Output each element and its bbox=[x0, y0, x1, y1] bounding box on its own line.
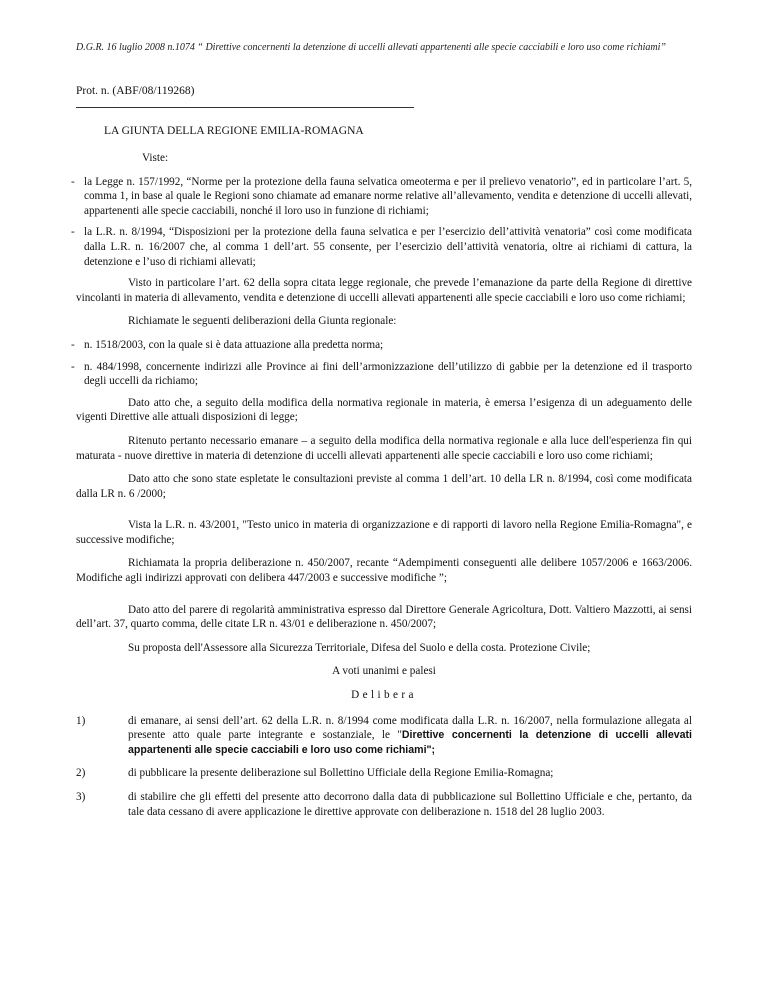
paragraph-proposta: Su proposta dell'Assessore alla Sicurezza Territoriale, Difesa del Suolo e della costa. Protezione Civile; bbox=[128, 641, 591, 654]
numbered-item bbox=[76, 766, 692, 781]
paragraph-consultazioni: Dato atto che sono state espletate le consultazioni previste al comma 1 dell’art. 10 della LR n. 8/1994, così come modificata dalla LR n. 6 /2000; bbox=[76, 473, 692, 500]
issuing-body: LA GIUNTA DELLA REGIONE EMILIA-ROMAGNA bbox=[104, 125, 364, 137]
list-item bbox=[71, 360, 692, 389]
paragraph-richiamata: Richiamata la propria deliberazione n. 450/2007, recante “Adempimenti conseguenti alle delibere 1057/2006 e 1663/2006. Modifiche agli indirizzi approvati con delibera 447/2003 e successive modifiche ”; bbox=[76, 557, 692, 585]
list-item-text: la Legge n. 157/1992, “Norme per la protezione della fauna selvatica omeoterma e per il prelievo venatorio”, ed in particolare l’art. 5, comma 1, in base al quale le Regioni sono chiamate ad emanare norme relative all’allevamento, vendita e detenzione di uccelli allevati, appartenenti alle specie cacciabili, nonché il loro uso in funzione di richiami; bbox=[84, 175, 692, 217]
paragraph-parere: Dato atto del parere di regolarità amministrativa espresso dal Direttore Generale Agricoltura, Dott. Valtiero Mazzotti, ai sensi dell’art. 37, quarto comma, delle citate LR n. 43/01 e deliberazione n. 450/2007; bbox=[76, 603, 692, 631]
item-text: di stabilire che gli effetti del presente atto decorrono dalla data di pubblicazione sul Bollettino Ufficiale e che, pertanto, da tale data cessano di avere applicazione le direttive approvate con deliberazione n. 1518 del 28 luglio 2003. bbox=[128, 791, 692, 818]
dash-marker: - bbox=[71, 338, 75, 351]
paragraph-richiamate: Richiamate le seguenti deliberazioni della Giunta regionale: bbox=[128, 315, 397, 328]
dash-marker: - bbox=[71, 360, 75, 373]
separator-line bbox=[76, 107, 414, 108]
dash-marker: - bbox=[71, 175, 75, 188]
vote-line: A voti unanimi e palesi bbox=[332, 665, 436, 678]
item-text-bold: Direttive concernenti la detenzione di uccelli allevati appartenenti alle specie cacciabili e loro uso come richiami"; bbox=[128, 729, 692, 756]
item-number: 3) bbox=[76, 791, 86, 803]
paragraph-dato-atto: Dato atto che, a seguito della modifica della normativa regionale in materia, è emersa l’esigenza di un adeguamento delle vigenti Direttive alle attuali disposizioni di legge; bbox=[76, 396, 692, 424]
item-number: 2) bbox=[76, 767, 86, 780]
item-text bbox=[128, 714, 692, 758]
viste-heading: Viste: bbox=[142, 152, 169, 164]
list-item bbox=[71, 225, 692, 269]
paragraph-vista: Vista la L.R. n. 43/2001, "Testo unico in materia di organizzazione e di rapporti di lavoro nella Regione Emilia-Romagna", e successive modifiche; bbox=[76, 519, 692, 546]
list-item-text: la L.R. n. 8/1994, “Disposizioni per la protezione della fauna selvatica e per l’esercizio dell’attività venatoria” così come modificata dalla L.R. n. 16/2007 che, al comma 1 dell’art. 55 consente, per l’esercizio dell’attività venatoria, oltre ai richiami di cattura, la detenzione e l’uso di richiami allevati; bbox=[84, 226, 692, 268]
paragraph-ritenuto: Ritenuto pertanto necessario emanare – a seguito della modifica della normativa regionale e alla luce dell'esperienza fin qui maturata - nuove direttive in materia di detenzione di uccelli allevati appartenenti alle specie cacciabili e loro uso come richiami; bbox=[76, 434, 692, 462]
list-item-text: n. 1518/2003, con la quale si è data attuazione alla predetta norma; bbox=[84, 338, 384, 351]
item-number: 1) bbox=[76, 714, 86, 727]
list-item bbox=[71, 338, 692, 353]
item-text: di pubblicare la presente deliberazione sul Bollettino Ufficiale della Regione Emilia-Romagna; bbox=[128, 767, 554, 780]
list-item-text: n. 484/1998, concernente indirizzi alle Province ai fini dell’armonizzazione dell’utilizzo di gabbie per la detenzione ed il trasporto degli uccelli da richiamo; bbox=[84, 360, 692, 388]
item-text-plain: di emanare, ai sensi dell’art. 62 della L.R. n. 8/1994 come modificata dalla L.R. n. 16/2007, nella formulazione allegata al presente atto quale parte integrante e sostanziale, le " bbox=[128, 714, 692, 742]
page-header: D.G.R. 16 luglio 2008 n.1074 “ Direttive concernenti la detenzione di uccelli allevati appartenenti alle specie cacciabili e loro uso come richiami” bbox=[76, 42, 666, 53]
numbered-item bbox=[76, 714, 692, 758]
document-body bbox=[71, 151, 692, 828]
numbered-item bbox=[76, 790, 692, 819]
paragraph-visto: Visto in particolare l’art. 62 della sopra citata legge regionale, che prevede l’emanazione da parte della Regione di direttive vincolanti in materia di allevamento, vendita e detenzione di uccelli allevati appartenenti alle specie cacciabili e loro uso come richiami; bbox=[76, 277, 692, 304]
list-item bbox=[71, 175, 692, 219]
delibera-heading: Delibera bbox=[351, 689, 417, 702]
dash-marker: - bbox=[71, 226, 75, 239]
protocol-number: Prot. n. (ABF/08/119268) bbox=[76, 85, 195, 97]
